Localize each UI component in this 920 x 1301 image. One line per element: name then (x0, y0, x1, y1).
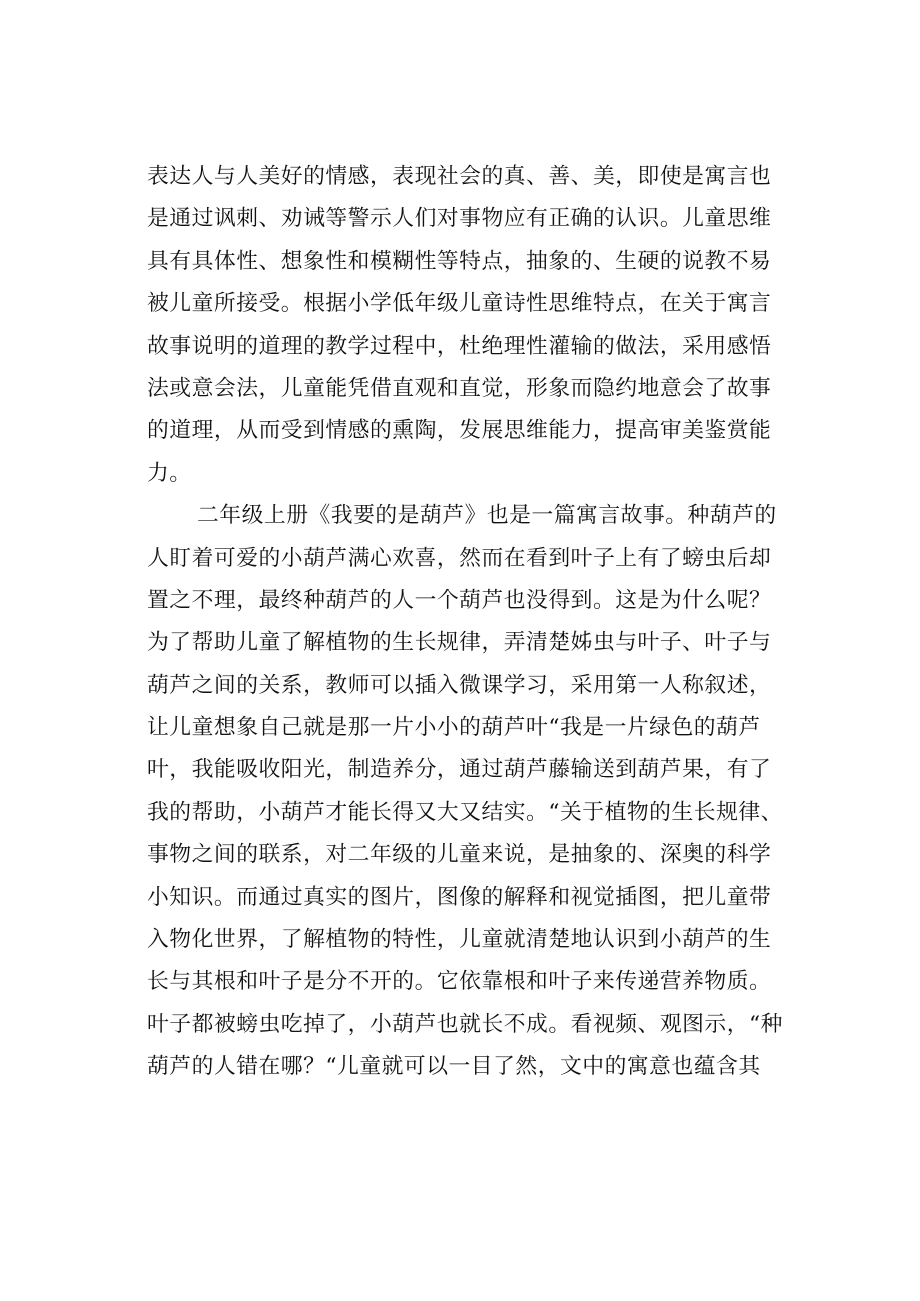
text-line: 葫芦之间的关系，教师可以插入微课学习，采用第一人称叙述， (147, 672, 772, 698)
text-line: 法或意会法，儿童能凭借直观和直觉，形象而隐约地意会了故事 (147, 375, 772, 401)
text-line: 为了帮助儿童了解植物的生长规律，弄清楚姊虫与叶子、叶子与 (147, 630, 772, 656)
body-text (147, 156, 802, 1089)
text-line: 具有具体性、想象性和模糊性等特点，抽象的、生硬的说教不易 (147, 248, 772, 274)
text-line: 被儿童所接受。根据小学低年级儿童诗性思维特点，在关于寓言 (147, 291, 772, 317)
text-line: 故事说明的道理的教学过程中，杜绝理性灌输的做法，采用感悟 (147, 333, 772, 359)
text-line: 我的帮助，小葫芦才能长得又大又结实。“关于植物的生长规律、 (147, 799, 783, 825)
text-line: 小知识。而通过真实的图片，图像的解释和视觉插图，把儿童带 (147, 884, 772, 910)
text-line: 事物之间的联系，对二年级的儿童来说，是抽象的、深奥的科学 (147, 842, 772, 868)
text-line: 让儿童想象自己就是那一片小小的葫芦叶“我是一片绿色的葫芦 (147, 715, 761, 741)
text-line: 人盯着可爱的小葫芦满心欢喜，然而在看到叶子上有了螃虫后却 (147, 545, 772, 571)
text-line: 叶子都被螃虫吃掉了，小葫芦也就长不成。看视频、观图示，“种 (147, 1011, 783, 1037)
paragraph-first-line: 二年级上册《我要的是葫芦》也是一篇寓言故事。种葫芦的 (197, 503, 777, 529)
text-line: 是通过讽刺、劝诫等警示人们对事物应有正确的认识。儿童思维 (147, 206, 772, 232)
text-line: 叶，我能吸收阳光，制造养分，通过葫芦藤输送到葫芦果，有了 (147, 757, 772, 783)
text-line: 置之不理，最终种葫芦的人一个葫芦也没得到。这是为什么呢？ (147, 587, 772, 613)
text-line: 入物化世界，了解植物的特性，儿童就清楚地认识到小葫芦的生 (147, 927, 772, 953)
text-line: 力。 (147, 460, 192, 486)
text-line: 表达人与人美好的情感，表现社会的真、善、美，即使是寓言也 (147, 164, 772, 189)
text-line: 长与其根和叶子是分不开的。它依靠根和叶子来传递营养物质。 (147, 969, 772, 995)
text-line: 葫芦的人错在哪？“儿童就可以一目了然，文中的寓意也蕴含其 (147, 1054, 761, 1080)
text-line: 的道理，从而受到情感的熏陶，发展思维能力，提高审美鉴赏能 (147, 418, 772, 444)
